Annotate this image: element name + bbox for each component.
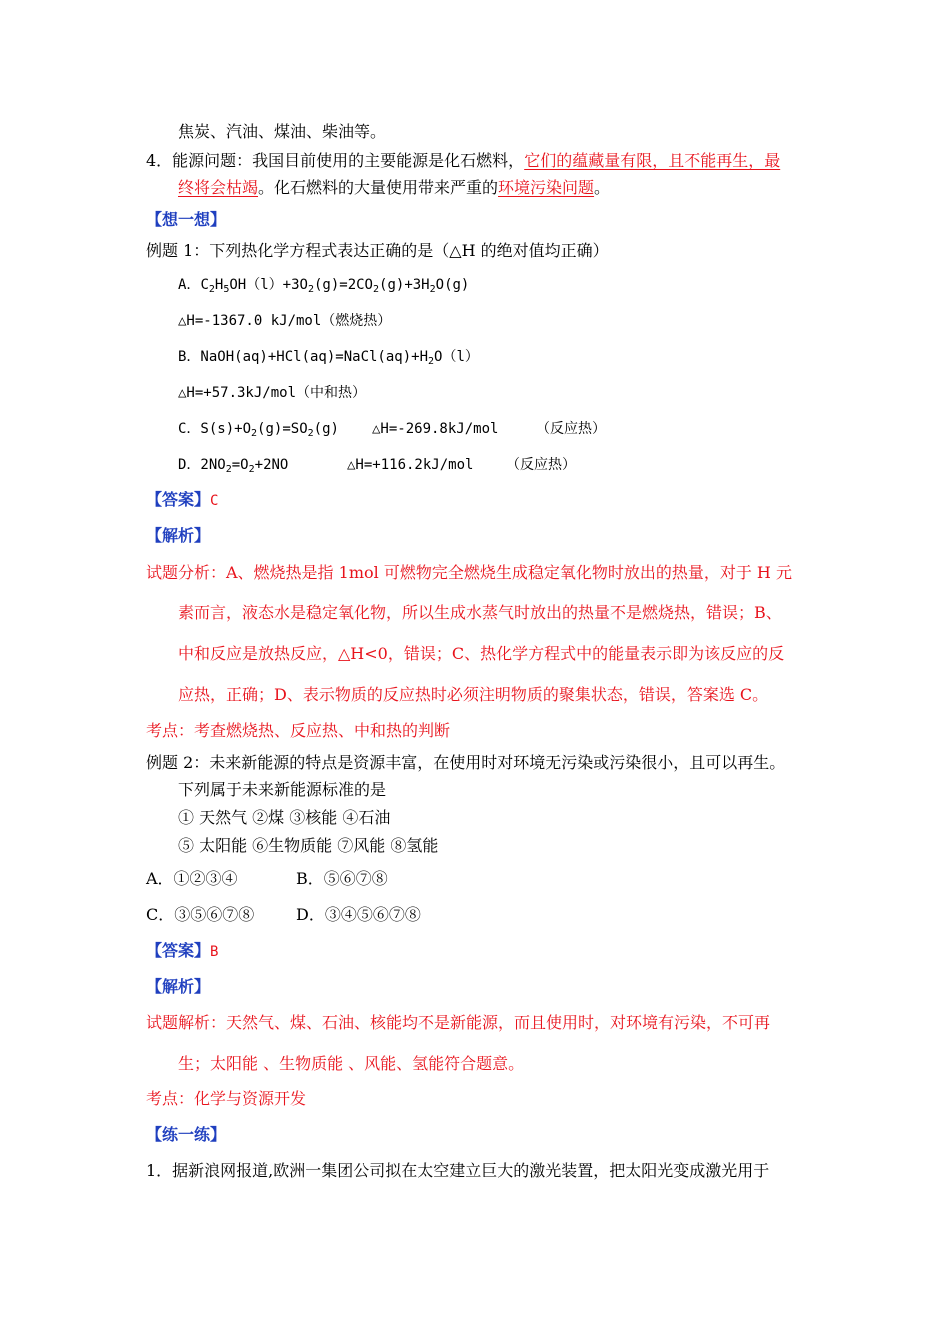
item-4-end: 。 [594,178,611,197]
example-2-option-d: D．③④⑤⑥⑦⑧ [296,905,421,924]
practice-header: 【练一练】 [146,1125,227,1144]
example-1-option-b: B．$NaOH(aq)+HCl(aq)=NaCl(aq)+H_2O(l)$ [178,349,479,367]
example-2-option-a: A．①②③④ [146,869,238,888]
example-1-option-c: C．$S(s)+O_2(g)=SO_2(g)$ [178,421,339,439]
example-2-point: 考点：化学与资源开发 [146,1089,307,1108]
example-1-point: 考点：考查燃烧热、反应热、中和热的判断 [146,721,451,740]
example-1-option-a-dh: △H=-1367.0 kJ/mol（燃烧热） [178,313,392,329]
example-2-analysis-line-2: 生；太阳能 、生物质能 、风能、氢能符合题意。 [178,1054,525,1073]
item-4-red-text-1: 它们的蕴藏量有限，且不能再生，最 [524,151,781,170]
example-2-answer: 【答案】B [146,941,219,960]
example-1-option-b-dh: △H=+57.3kJ/mol（中和热） [178,385,367,401]
example-2-analysis-line-1: 试题解析：天然气、煤、石油、核能均不是新能源，而且使用时，对环境有污染，不可再 [146,1013,771,1032]
example-2-items-2: ⑤ 太阳能 ⑥生物质能 ⑦风能 ⑧氢能 [178,836,439,855]
example-1-analysis-header: 【解析】 [146,526,211,545]
example-1-option-c-note: （反应热） [536,421,606,437]
item-4-prefix: 4．能源问题：我国目前使用的主要能源是化石燃料， [146,151,525,170]
example-1-analysis-line-1: 试题分析：A、燃烧热是指 1mol 可燃物完全燃烧生成稳定氧化物时放出的热量，对于 H 元 [146,563,792,582]
example-1-option-a: A．$C_2H_5OH(l)+3O_2(g)=2CO_2(g)+3H_2O(g)$ [178,277,470,295]
example-2-option-b: B．⑤⑥⑦⑧ [296,869,388,888]
example-1-option-d-dh: △H=+116.2kJ/mol [347,457,474,473]
item-4-red-text-3: 环境污染问题 [498,178,595,197]
example-2-analysis-header: 【解析】 [146,977,211,996]
example-1-analysis-line-2: 素而言，液态水是稳定氧化物，所以生成水蒸气时放出的热量不是燃烧热，错误；B、 [178,603,782,622]
think-header: 【想一想】 [146,210,227,229]
item-4-red-text-2: 终将会枯竭 [178,178,259,197]
item-4-line-2 [178,177,610,199]
item-4-mid: 。化石燃料的大量使用带来严重的 [258,178,499,197]
example-1-option-d-note: （反应热） [506,457,576,473]
example-1-option-c-dh: △H=-269.8kJ/mol [372,421,499,437]
item-4-line-1 [146,150,780,172]
example-2-items-1: ① 天然气 ②煤 ③核能 ④石油 [178,808,391,827]
intro-line-1: 焦炭、汽油、煤油、柴油等。 [178,122,387,141]
practice-question-1: 1．据新浪网报道,欧洲一集团公司拟在太空建立巨大的激光装置，把太阳光变成激光用于 [146,1161,770,1180]
example-2-option-c: C．③⑤⑥⑦⑧ [146,905,255,924]
example-1-analysis-line-4: 应热，正确；D、表示物质的反应热时必须注明物质的聚集状态，错误，答案选 C。 [178,685,769,704]
example-1-question: 例题 1：下列热化学方程式表达正确的是（△H 的绝对值均正确） [146,241,609,260]
example-2-question-line-2: 下列属于未来新能源标准的是 [178,780,387,799]
example-2-question-line-1: 例题 2：未来新能源的特点是资源丰富，在使用时对环境无污染或污染很小，且可以再生。 [146,753,786,772]
example-1-analysis-line-3: 中和反应是放热反应，△H<0，错误；C、热化学方程式中的能量表示即为该反应的反 [178,644,785,663]
example-1-answer: 【答案】C [146,490,219,509]
example-1-option-d: D．$2NO_2=O_2+2NO$ [178,457,289,475]
